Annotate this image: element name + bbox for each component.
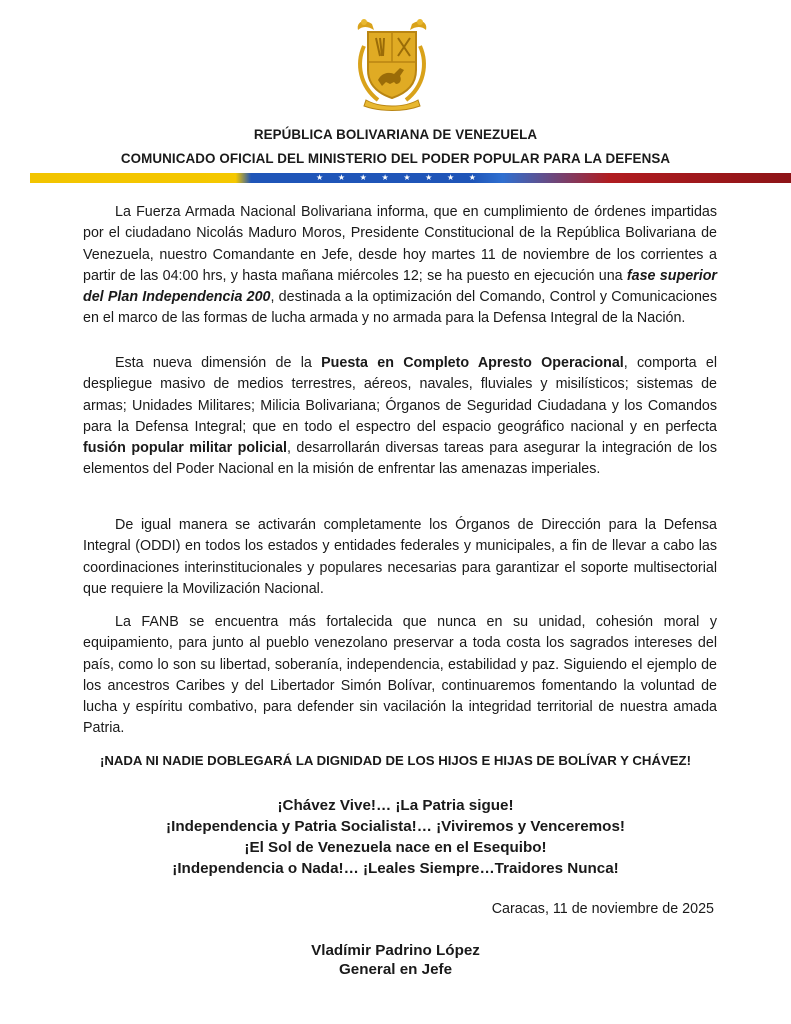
emphasis-fusion: fusión popular militar policial: [83, 440, 287, 457]
star-icon: ★: [359, 173, 367, 182]
star-icon: ★: [381, 173, 389, 182]
coat-of-arms-icon: [350, 16, 434, 112]
place-date: Caracas, 11 de noviembre de 2025: [491, 901, 714, 917]
country-title: REPÚBLICA BOLIVARIANA DE VENEZUELA: [253, 127, 538, 142]
body-paragraph-1: La Fuerza Armada Nacional Bolivariana informa, que en cumplimiento de órdenes impartidas por el ciudadano Nicolás Maduro Moros, Presidente Constitucional de la República Bolivariana de Venezuela, nuestro Comandante en Jefe, desde hoy martes 11 de noviembre de los corrientes a partir de las 04:00 hrs, y hasta mañana miércoles 12; se ha puesto en ejecución una fase superior del Plan Independencia 200, destinada a la optimización del Comando, Control y Comunicaciones en el marco de las formas de lucha armada y no armada para la Defensa Integral de la Nación.: [83, 204, 717, 327]
star-icon: ★: [425, 173, 433, 182]
flag-stars: [316, 172, 476, 184]
body-paragraph-3: De igual manera se activarán completamente los Órganos de Dirección para la Defensa Integral (ODDI) en todos los estados y entidades federales y municipales, a fin de llevar a cabo las coordinaciones interinstitucionales y populares necesarias para garantizar el soporte multisectorial que requiere la Movilización Nacional.: [83, 517, 717, 597]
star-icon: ★: [468, 173, 476, 182]
emphasis-plan: fase superior del Plan Independencia 200: [83, 267, 717, 306]
viva-line: ¡Chávez Vive!… ¡La Patria sigue!: [277, 797, 514, 814]
body-paragraph-2: Esta nueva dimensión de la Puesta en Completo Apresto Operacional, comporta el despliegue masivo de medios terrestres, aéreos, navales, fluviales y misilísticos; sistemas de armas; Unidades Militares; Milicia Bolivariana; Órganos de Seguridad Ciudadana y los Comandos para la Defensa Integral; que en todo el espectro del espacio geográfico nacional y en perfecta fusión popular militar policial, desarrollarán diversas tareas para asegurar la integración de los elementos del Poder Nacional en la misión de enfrentar las amenazas imperiales.: [83, 355, 718, 478]
star-icon: ★: [316, 173, 324, 182]
signatory-rank: General en Jefe: [338, 961, 453, 978]
viva-line: ¡Independencia y Patria Socialista!… ¡Viviremos y Venceremos!: [166, 818, 625, 835]
star-icon: ★: [337, 173, 345, 182]
viva-line: ¡Independencia o Nada!… ¡Leales Siempre…Traidores Nunca!: [172, 860, 619, 877]
viva-line: ¡El Sol de Venezuela nace en el Esequibo!: [244, 839, 547, 856]
signature-block: [0, 941, 791, 979]
closing-vivas: [0, 795, 791, 879]
slogan: ¡NADA NI NADIE DOBLEGARÁ LA DIGNIDAD DE LOS HIJOS E HIJAS DE BOLÍVAR Y CHÁVEZ!: [99, 753, 692, 768]
communique-title: COMUNICADO OFICIAL DEL MINISTERIO DEL PODER POPULAR PARA LA DEFENSA: [120, 151, 671, 166]
body-paragraph-4: La FANB se encuentra más fortalecida que nunca en su unidad, cohesión moral y equipamiento, para junto al pueblo venezolano preservar a toda costa los sagrados intereses del país, como lo son su libertad, soberanía, independencia, estabilidad y paz. Siguiendo el ejemplo de los ancestros Caribes y del Libertador Simón Bolívar, continuaremos fomentando la voluntad de lucha y espíritu combativo, para defender sin vacilación la integridad territorial de nuestra amada Patria.: [83, 614, 717, 737]
emphasis-apresto: Puesta en Completo Apresto Operacional: [321, 355, 624, 371]
signatory-name: Vladímir Padrino López: [311, 942, 480, 959]
star-icon: ★: [446, 173, 455, 182]
star-icon: ★: [403, 173, 411, 182]
